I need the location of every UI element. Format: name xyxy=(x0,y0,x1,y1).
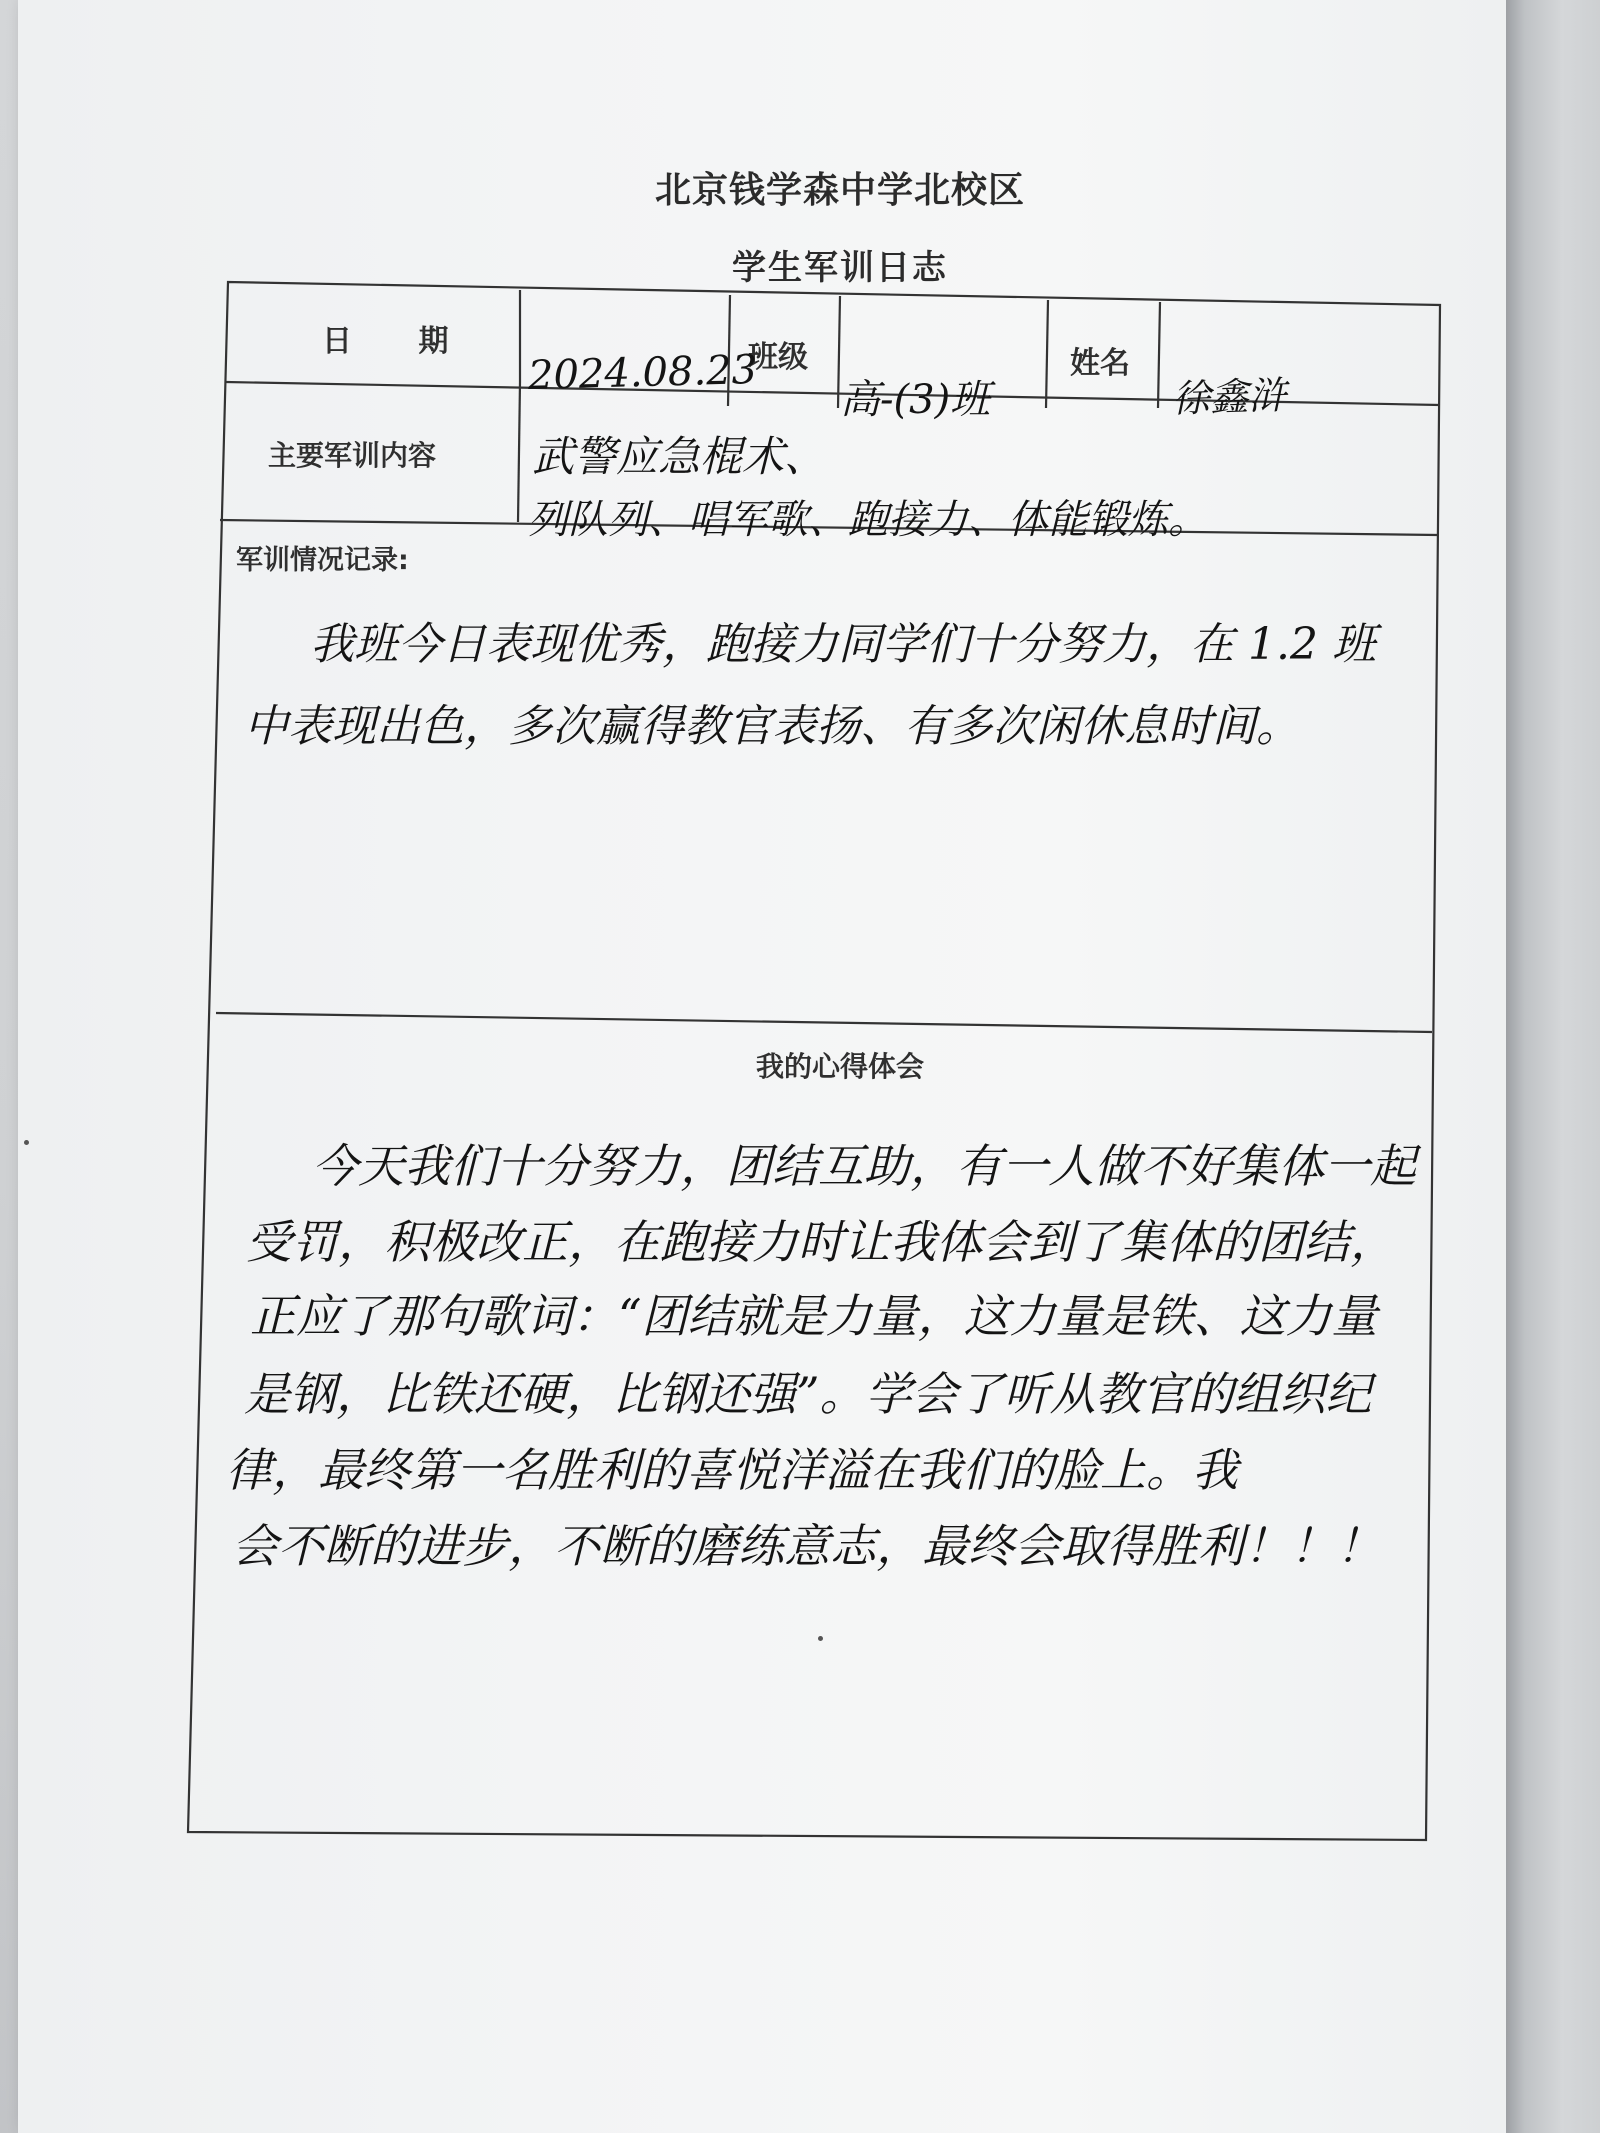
paper-speck xyxy=(24,1140,29,1145)
content-line-2: 列队列、唱军歌、跑接力、体能锻炼。 xyxy=(528,497,1208,543)
reflection-line-4: 是钢，比铁还硬，比钢还强”。学会了听从教官的组织纪 xyxy=(244,1367,1372,1421)
record-line-2: 中表现出色，多次赢得教官表扬、有多次闲休息时间。 xyxy=(244,701,1300,752)
content-label: 主要军训内容 xyxy=(268,439,437,472)
class-value: 高-(3)班 xyxy=(840,377,991,423)
record-line-1: 我班今日表现优秀，跑接力同学们十分努力，在 1.2 班 xyxy=(310,619,1376,670)
reflection-line-2: 受罚，积极改正，在跑接力时让我体会到了集体的团结， xyxy=(246,1215,1396,1269)
log-title: 学生军训日志 xyxy=(732,248,948,288)
date-label: 日 期 xyxy=(322,324,477,359)
paper-speck xyxy=(818,1636,823,1641)
reflection-line-3: 正应了那句歌词：“团结就是力量，这力量是铁、这力量 xyxy=(250,1289,1378,1343)
reflection-line-6: 会不断的进步，不断的磨练意志，最终会取得胜利！！！ xyxy=(232,1519,1382,1573)
record-label: 军训情况记录: xyxy=(236,545,409,576)
name-label: 姓名 xyxy=(1070,346,1130,381)
school-name: 北京钱学森中学北校区 xyxy=(654,169,1025,211)
date-value: 2024.08.23 xyxy=(527,347,758,399)
reflection-label: 我的心得体会 xyxy=(755,1050,924,1083)
reflection-line-1: 今天我们十分努力，团结互助，有一人做不好集体一起 xyxy=(312,1139,1416,1193)
name-value: 徐鑫浒 xyxy=(1171,373,1287,421)
reflection-line-5: 律，最终第一名胜利的喜悦洋溢在我们的脸上。我 xyxy=(226,1443,1238,1497)
content-line-1: 武警应急棍术、 xyxy=(532,432,827,481)
class-label: 班级 xyxy=(748,340,808,375)
